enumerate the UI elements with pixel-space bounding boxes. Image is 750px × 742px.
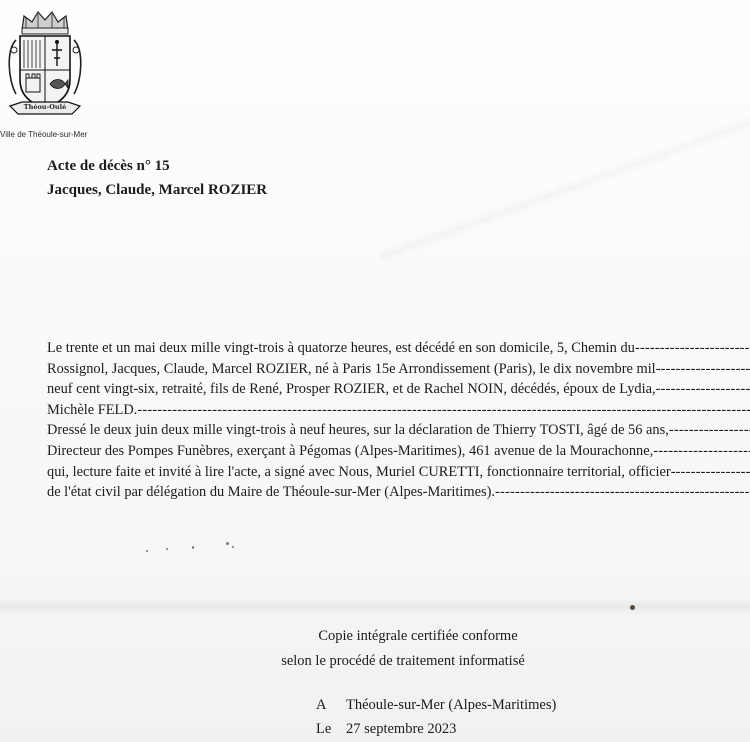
date-row xyxy=(316,721,456,738)
body-line: qui, lecture faite et invité à lire l'acte, a signé avec Nous, Muriel CURETTI, fonctionnaire territorial, officier ----- xyxy=(47,462,750,483)
place-row xyxy=(316,697,556,714)
paper-fold xyxy=(0,598,750,616)
body-line: Dressé le deux juin deux mille vingt-trois à neuf heures, sur la déclaration de Thierry TOSTI, âgé de 56 ans, ----- xyxy=(47,420,750,441)
body-line: de l'état civil par délégation du Maire de Théoule-sur-Mer (Alpes-Maritimes). ----- xyxy=(47,482,750,503)
body-line: Michèle FELD. ----- xyxy=(47,400,750,421)
body-line: Directeur des Pompes Funèbres, exerçant à Pégomas (Alpes-Maritimes), 461 avenue de la Mourachonne, ----- xyxy=(47,441,750,462)
certification-line-1: Copie intégrale certifiée conforme xyxy=(318,628,518,644)
certification-line-2: selon le procédé de traitement informatisé xyxy=(281,653,525,669)
paper-specks xyxy=(140,538,240,558)
date-value: 27 septembre 2023 xyxy=(346,721,457,737)
deceased-name: Jacques, Claude, Marcel ROZIER xyxy=(47,182,268,198)
body-line: neuf cent vingt-six, retraité, fils de René, Prosper ROZIER, et de Rachel NOIN, décédés, époux de Lydia, ----- xyxy=(47,379,750,400)
date-label: Le xyxy=(316,721,332,737)
town-crest-seal xyxy=(2,10,88,122)
crest-motto: Théou-Oulé xyxy=(23,103,67,111)
paper-crease xyxy=(380,60,750,320)
body-line: Le trente et un mai deux mille vingt-trois à quatorze heures, est décédé en son domicile, 5, Chemin du ----- xyxy=(47,338,750,359)
town-name: Ville de Théoule-sur-Mer xyxy=(0,130,88,139)
acte-body xyxy=(47,338,750,503)
place-value: Théoule-sur-Mer (Alpes-Maritimes) xyxy=(346,697,557,713)
acte-title: Acte de décès n° 15 xyxy=(47,158,170,174)
paper-mark xyxy=(630,605,635,610)
place-label: A xyxy=(316,697,327,713)
body-line: Rossignol, Jacques, Claude, Marcel ROZIER, né à Paris 15e Arrondissement (Paris), le dix novembre mil ----- xyxy=(47,359,750,380)
